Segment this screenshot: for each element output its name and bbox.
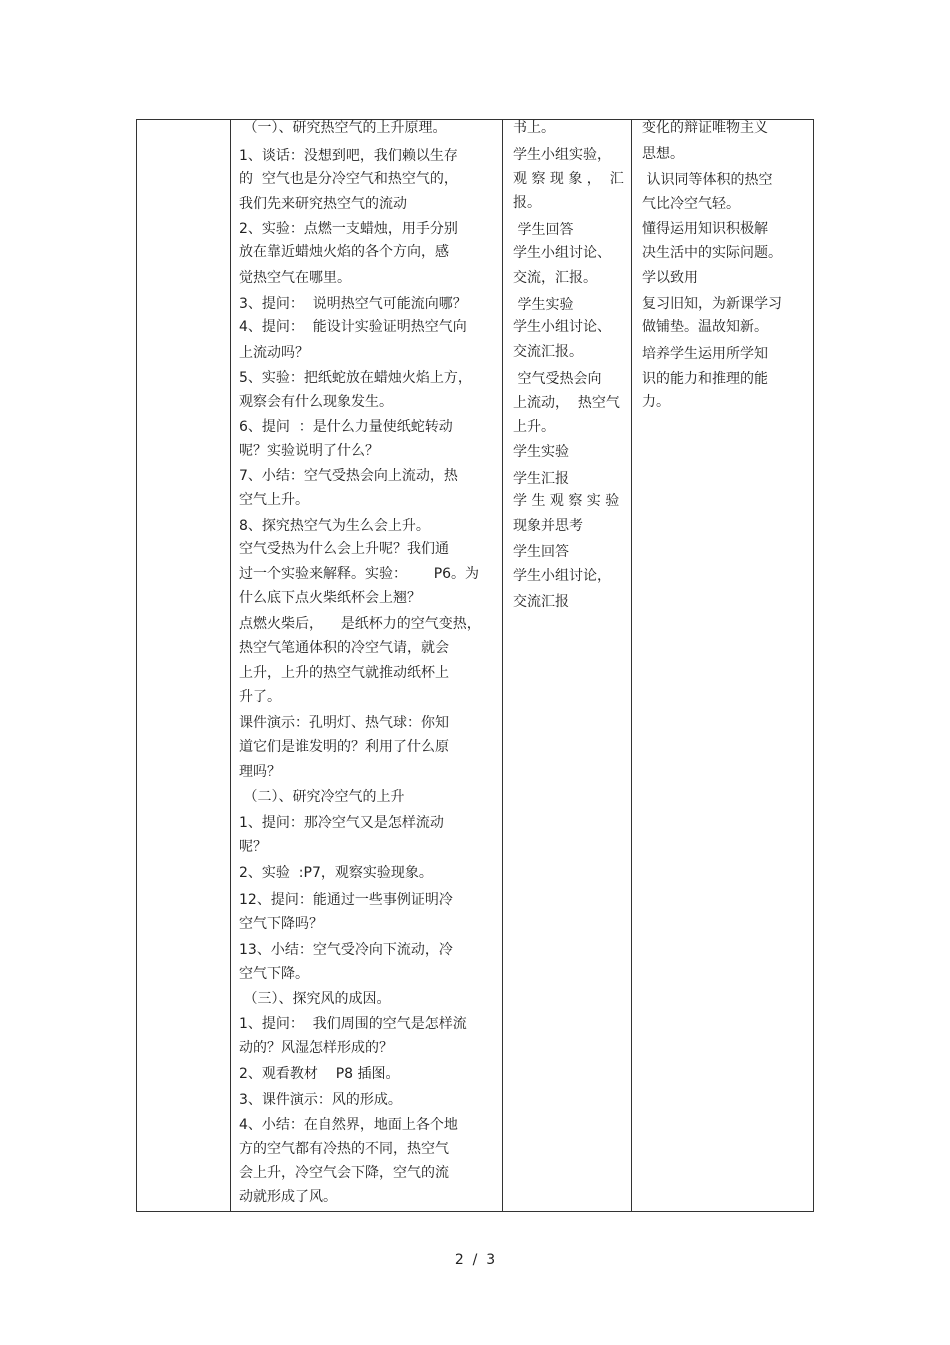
text-line: 空气下降。 — [239, 966, 309, 982]
text-line: 学 生 观 察 实 验 — [513, 493, 620, 509]
text-line: 6、提问 ：是什么力量使纸蛇转动 — [239, 419, 453, 435]
text-line: 4、提问： 能设计实验证明热空气向 — [239, 319, 467, 335]
text-line: 放在靠近蜡烛火焰的各个方向，感 — [239, 244, 449, 260]
text-line: 升了。 — [239, 689, 281, 705]
text-line: 识的能力和推理的能 — [642, 371, 768, 387]
text-line: 动的？风湿怎样形成的？ — [239, 1040, 393, 1056]
text-line: 观察会有什么现象发生。 — [239, 394, 393, 410]
text-line: 决生活中的实际问题。 — [642, 245, 782, 261]
text-line: 会上升，冷空气会下降，空气的流 — [239, 1165, 449, 1181]
text-line: （二）、研究冷空气的上升 — [239, 789, 405, 805]
text-line: 上流动吗？ — [239, 345, 309, 361]
text-line: 学生小组讨论、 — [513, 319, 611, 335]
text-line: 觉热空气在哪里。 — [239, 270, 351, 286]
text-line: 学生小组实验， — [513, 147, 611, 163]
text-line: （一）、研究热空气的上升原理。 — [239, 120, 447, 136]
text-line: 上流动， 热空气 — [513, 395, 620, 411]
text-line: 2、实验 :P7，观察实验现象。 — [239, 865, 433, 881]
page-number: 2 / 3 — [454, 1252, 496, 1268]
text-line: 7、小结：空气受热会向上流动，热 — [239, 468, 458, 484]
lesson-table — [136, 119, 814, 1212]
text-line: 点燃火柴后， 是纸杯力的空气变热， — [239, 616, 481, 632]
text-line: 空气受热为什么会上升呢？我们通 — [239, 541, 449, 557]
text-line: 学生实验 — [513, 297, 574, 313]
text-line: 道它们是谁发明的？利用了什么原 — [239, 739, 449, 755]
text-line: 上升。 — [513, 419, 555, 435]
text-line: （三）、探究风的成因。 — [239, 991, 391, 1007]
text-line: 空气受热会向 — [513, 371, 602, 387]
text-line: 理吗？ — [239, 764, 281, 780]
text-line: 学生实验 — [513, 444, 569, 460]
text-line: 12、提问：能通过一些事例证明冷 — [239, 892, 453, 908]
text-line: 学生小组讨论、 — [513, 245, 611, 261]
text-line: 上升，上升的热空气就推动纸杯上 — [239, 665, 449, 681]
text-line: 观 察 现 象 ， 汇 — [513, 171, 624, 187]
text-line: 交流汇报 — [513, 594, 569, 610]
text-line: 学生回答 — [513, 544, 569, 560]
text-line: 学生回答 — [513, 222, 574, 238]
text-line: 学生小组讨论， — [513, 568, 611, 584]
column-divider — [631, 120, 632, 1211]
text-line: 4、小结：在自然界，地面上各个地 — [239, 1117, 458, 1133]
text-line: 做铺垫。温故知新。 — [642, 319, 768, 335]
text-line: 2、观看教材 P8 插图。 — [239, 1066, 400, 1082]
text-line: 变化的辩证唯物主义 — [642, 120, 768, 136]
text-line: 空气下降吗？ — [239, 916, 323, 932]
text-line: 的 空气也是分冷空气和热空气的， — [239, 171, 458, 187]
text-line: 气比冷空气轻。 — [642, 196, 740, 212]
text-line: 力。 — [642, 394, 670, 410]
text-line: 什么底下点火柴纸杯会上翘？ — [239, 590, 421, 606]
text-line: 懂得运用知识积极解 — [642, 221, 768, 237]
text-line: 过一个实验来解释。实验： P6。为 — [239, 566, 480, 582]
text-line: 交流，汇报。 — [513, 270, 597, 286]
text-line: 热空气笔通体积的冷空气请，就会 — [239, 640, 449, 656]
text-line: 1、谈话：没想到吧，我们赖以生存 — [239, 148, 458, 164]
text-line: 复习旧知，为新课学习 — [642, 296, 782, 312]
text-line: 5、实验：把纸蛇放在蜡烛火焰上方， — [239, 370, 472, 386]
column-divider — [502, 120, 503, 1211]
text-line: 学以致用 — [642, 270, 698, 286]
text-line: 培养学生运用所学知 — [642, 346, 768, 362]
text-line: 3、提问： 说明热空气可能流向哪？ — [239, 296, 467, 312]
text-line: 呢？ — [239, 839, 267, 855]
text-line: 1、提问： 我们周围的空气是怎样流 — [239, 1016, 467, 1032]
text-line: 思想。 — [642, 146, 684, 162]
text-line: 认识同等体积的热空 — [642, 172, 773, 188]
text-line: 8、探究热空气为生么会上升。 — [239, 518, 430, 534]
text-line: 2、实验：点燃一支蜡烛，用手分别 — [239, 221, 458, 237]
text-line: 呢？实验说明了什么？ — [239, 443, 379, 459]
text-line: 课件演示：孔明灯、热气球：你知 — [239, 715, 449, 731]
text-line: 13、小结：空气受冷向下流动，冷 — [239, 942, 453, 958]
text-line: 1、提问：那冷空气又是怎样流动 — [239, 815, 444, 831]
text-line: 现象并思考 — [513, 518, 583, 534]
text-line: 报。 — [513, 195, 541, 211]
text-line: 空气上升。 — [239, 492, 309, 508]
text-line: 我们先来研究热空气的流动 — [239, 196, 407, 212]
text-line: 交流汇报。 — [513, 344, 583, 360]
column-divider — [230, 120, 231, 1211]
text-line: 书上。 — [513, 120, 555, 136]
text-line: 3、课件演示：风的形成。 — [239, 1092, 402, 1108]
text-line: 动就形成了风。 — [239, 1189, 337, 1205]
text-line: 学生汇报 — [513, 471, 569, 487]
text-line: 方的空气都有冷热的不同，热空气 — [239, 1141, 449, 1157]
